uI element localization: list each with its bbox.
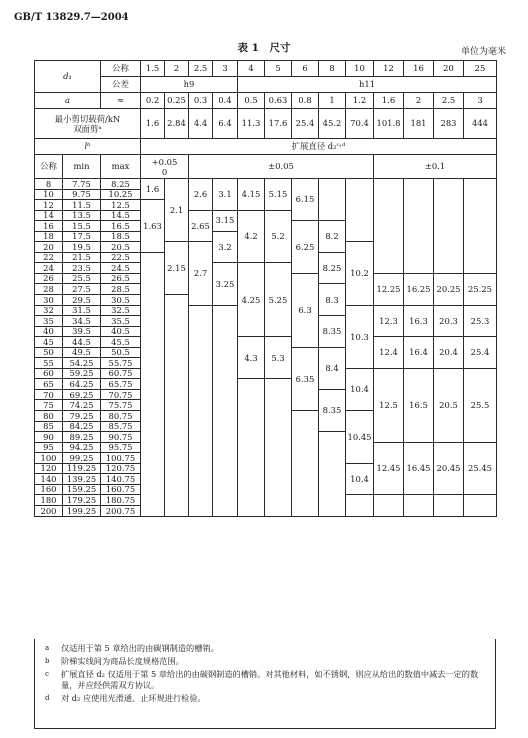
footnote-b xyxy=(45,656,489,667)
expanded-diameter-cell: 8.35 xyxy=(319,316,346,348)
l-max-cell: 26.5 xyxy=(101,273,141,284)
l-nominal-cell: 100 xyxy=(35,453,63,464)
empty-cell xyxy=(319,432,346,516)
nominal-label: 公称 xyxy=(101,61,141,77)
tolerance-zero: 0 xyxy=(161,166,168,177)
expanded-diameter-cell: 5.2 xyxy=(265,210,292,263)
footnote-a xyxy=(45,643,489,654)
shear-value: 17.6 xyxy=(265,109,292,139)
l-nominal-cell: 30 xyxy=(35,295,63,306)
expanded-diameter-cell: 16.3 xyxy=(404,305,434,337)
expanded-diameter-cell: 8.4 xyxy=(319,347,346,389)
nominal-value: 2.5 xyxy=(189,61,213,77)
standard-number: GB/T 13829.7—2004 xyxy=(14,12,129,23)
a-value: 2.5 xyxy=(434,93,464,109)
l-max-cell: 20.5 xyxy=(101,242,141,253)
footnote-marker: a xyxy=(45,644,50,652)
expanded-diameter-cell: 25.3 xyxy=(464,305,497,337)
a-value: 0.3 xyxy=(189,93,213,109)
l-min-cell: 31.5 xyxy=(63,305,101,316)
expanded-diameter-cell: 6.15 xyxy=(292,179,319,221)
l-max-cell: 50.5 xyxy=(101,347,141,358)
l-max-cell: 140.75 xyxy=(101,474,141,485)
shear-value: 25.4 xyxy=(292,109,319,139)
expanded-diameter-cell: 8.2 xyxy=(319,221,346,253)
expanded-diameter-cell: 5.25 xyxy=(265,263,292,337)
l-nominal-cell: 10 xyxy=(35,189,63,200)
l-min-cell: 44.5 xyxy=(63,337,101,348)
l-nominal-cell: 75 xyxy=(35,400,63,411)
l-max-cell: 28.5 xyxy=(101,284,141,295)
expanded-diameter-cell: 16.45 xyxy=(404,442,434,495)
expanded-diameter-cell: 10.4 xyxy=(346,463,374,495)
nominal-value: 5 xyxy=(265,61,292,77)
expanded-diameter-label: 扩展直径 d₂ᶜ˒ᵈ xyxy=(141,139,497,155)
l-max-cell: 24.5 xyxy=(101,263,141,274)
a-value: 3 xyxy=(464,93,497,109)
l-max-cell: 90.75 xyxy=(101,432,141,443)
a-value: 0.5 xyxy=(238,93,265,109)
l-nominal-cell: 18 xyxy=(35,231,63,242)
shear-value: 45.2 xyxy=(319,109,346,139)
l-max-cell: 60.75 xyxy=(101,368,141,379)
expanded-diameter-cell: 10.3 xyxy=(346,305,374,368)
length-label: lᵇ xyxy=(35,139,141,155)
l-nominal-cell: 14 xyxy=(35,210,63,221)
l-max-cell: 35.5 xyxy=(101,316,141,327)
nominal-value: 12 xyxy=(374,61,404,77)
l-min-cell: 49.5 xyxy=(63,347,101,358)
l-min-cell: 39.5 xyxy=(63,326,101,337)
a-value: 0.8 xyxy=(292,93,319,109)
expanded-diameter-cell: 16.4 xyxy=(404,337,434,369)
l-max-cell: 30.5 xyxy=(101,295,141,306)
expanded-diameter-cell: 6.3 xyxy=(292,273,319,347)
l-nominal-cell: 20 xyxy=(35,242,63,253)
l-max-cell: 32.5 xyxy=(101,305,141,316)
l-max-cell: 40.5 xyxy=(101,326,141,337)
l-nominal-cell: 65 xyxy=(35,379,63,390)
d1-label: d₁ xyxy=(35,61,101,93)
l-nominal-cell: 140 xyxy=(35,474,63,485)
empty-cell xyxy=(434,179,464,274)
expanded-diameter-cell: 4.3 xyxy=(238,337,265,379)
expanded-diameter-cell: 8.25 xyxy=(319,252,346,284)
a-value: 0.2 xyxy=(141,93,165,109)
empty-cell xyxy=(404,179,434,274)
expanded-diameter-cell: 12.3 xyxy=(374,305,404,337)
l-max-cell: 100.75 xyxy=(101,453,141,464)
empty-cell xyxy=(189,305,213,516)
l-max-cell: 18.5 xyxy=(101,231,141,242)
expanded-diameter-cell: 2.7 xyxy=(189,242,213,305)
footnote-text: 扩展直径 d₂ 仅适用于第 5 章给出的由碳钢制造的槽销。对其他材料，如不锈钢，则应从给出的数值中减去一定的数量，并应经供需双方协议。 xyxy=(61,669,479,690)
expanded-diameter-cell: 10.45 xyxy=(346,411,374,464)
tolerance-group-a xyxy=(141,155,189,179)
l-max-cell: 65.75 xyxy=(101,379,141,390)
expanded-diameter-cell: 1.6 xyxy=(141,179,165,200)
l-max-cell: 22.5 xyxy=(101,252,141,263)
nominal-value: 20 xyxy=(434,61,464,77)
l-min-cell: 13.5 xyxy=(63,210,101,221)
footnote-marker: d xyxy=(45,694,50,702)
l-max-cell: 10.25 xyxy=(101,189,141,200)
expanded-diameter-cell: 12.4 xyxy=(374,337,404,369)
empty-cell xyxy=(374,495,404,516)
l-nominal-cell: 90 xyxy=(35,432,63,443)
shear-value: 11.3 xyxy=(238,109,265,139)
l-min-cell: 29.5 xyxy=(63,295,101,306)
a-value: 0.63 xyxy=(265,93,292,109)
l-max-cell: 160.75 xyxy=(101,484,141,495)
shear-value: 101.8 xyxy=(374,109,404,139)
l-min-cell: 34.5 xyxy=(63,316,101,327)
table-row xyxy=(35,179,497,190)
shear-load-label-line1: 最小剪切载荷/kN xyxy=(54,113,121,124)
l-min-cell: 11.5 xyxy=(63,200,101,211)
expanded-diameter-cell: 2.15 xyxy=(165,242,189,295)
expanded-diameter-cell: 20.3 xyxy=(434,305,464,337)
expanded-diameter-cell: 10.4 xyxy=(346,368,374,410)
l-min-cell: 159.25 xyxy=(63,484,101,495)
l-nominal-cell: 50 xyxy=(35,347,63,358)
expanded-diameter-cell: 25.5 xyxy=(464,368,497,442)
expanded-diameter-cell: 3.2 xyxy=(213,231,238,263)
a-value: 0.25 xyxy=(165,93,189,109)
expanded-diameter-cell: 3.15 xyxy=(213,210,238,231)
tolerance-group-b: ±0.05 xyxy=(189,155,374,179)
l-max-cell: 45.5 xyxy=(101,337,141,348)
col-nominal: 公称 xyxy=(35,155,63,179)
empty-cell xyxy=(404,495,434,516)
l-max-cell: 14.5 xyxy=(101,210,141,221)
tolerance-h11: h11 xyxy=(238,77,497,93)
l-max-cell: 55.75 xyxy=(101,358,141,369)
expanded-diameter-cell: 4.15 xyxy=(238,179,265,211)
empty-cell xyxy=(238,379,265,516)
empty-cell xyxy=(346,179,374,242)
l-max-cell: 95.75 xyxy=(101,442,141,453)
l-min-cell: 99.25 xyxy=(63,453,101,464)
l-min-cell: 69.25 xyxy=(63,389,101,400)
l-min-cell: 17.5 xyxy=(63,231,101,242)
expanded-diameter-cell: 20.45 xyxy=(434,442,464,495)
nominal-value: 3 xyxy=(213,61,238,77)
l-min-cell: 21.5 xyxy=(63,252,101,263)
l-min-cell: 27.5 xyxy=(63,284,101,295)
l-min-cell: 179.25 xyxy=(63,495,101,506)
l-nominal-cell: 160 xyxy=(35,484,63,495)
l-min-cell: 25.5 xyxy=(63,273,101,284)
a-value: 1.6 xyxy=(374,93,404,109)
expanded-diameter-cell: 4.25 xyxy=(238,263,265,337)
l-max-cell: 120.75 xyxy=(101,463,141,474)
expanded-diameter-cell: 20.5 xyxy=(434,368,464,442)
shear-value: 283 xyxy=(434,109,464,139)
empty-cell xyxy=(464,495,497,516)
l-nominal-cell: 40 xyxy=(35,326,63,337)
l-min-cell: 15.5 xyxy=(63,221,101,232)
footnote-d xyxy=(45,693,489,704)
shear-value: 444 xyxy=(464,109,497,139)
expanded-diameter-cell: 20.25 xyxy=(434,273,464,305)
table-row xyxy=(35,337,497,348)
dimensions-table xyxy=(34,60,497,517)
l-min-cell: 23.5 xyxy=(63,263,101,274)
expanded-diameter-cell: 16.25 xyxy=(404,273,434,305)
expanded-diameter-cell: 3.1 xyxy=(213,179,238,211)
empty-cell xyxy=(292,411,319,516)
l-max-cell: 75.75 xyxy=(101,400,141,411)
empty-cell xyxy=(434,495,464,516)
l-min-cell: 59.25 xyxy=(63,368,101,379)
l-min-cell: 199.25 xyxy=(63,505,101,516)
l-min-cell: 7.75 xyxy=(63,179,101,190)
l-nominal-cell: 8 xyxy=(35,179,63,190)
l-max-cell: 70.75 xyxy=(101,389,141,400)
l-min-cell: 89.25 xyxy=(63,432,101,443)
nominal-value: 4 xyxy=(238,61,265,77)
l-nominal-cell: 28 xyxy=(35,284,63,295)
shear-value: 70.4 xyxy=(346,109,374,139)
nominal-value: 8 xyxy=(319,61,346,77)
tolerance-group-c: ±0.1 xyxy=(374,155,497,179)
unit-label: 单位为毫米 xyxy=(460,47,506,57)
expanded-diameter-cell: 12.25 xyxy=(374,273,404,305)
empty-cell xyxy=(265,379,292,516)
a-label: a xyxy=(35,93,101,109)
shear-value: 6.4 xyxy=(213,109,238,139)
shear-load-label-line2: 双面剪ᵃ xyxy=(73,123,102,134)
expanded-diameter-cell: 4.2 xyxy=(238,210,265,263)
expanded-diameter-cell: 25.25 xyxy=(464,273,497,305)
shear-load-label xyxy=(35,109,141,139)
l-nominal-cell: 85 xyxy=(35,421,63,432)
empty-cell xyxy=(141,252,165,516)
l-min-cell: 64.25 xyxy=(63,379,101,390)
l-nominal-cell: 16 xyxy=(35,221,63,232)
l-max-cell: 12.5 xyxy=(101,200,141,211)
expanded-diameter-cell: 1.63 xyxy=(141,200,165,253)
expanded-diameter-cell: 6.25 xyxy=(292,221,319,274)
expanded-diameter-cell: 12.45 xyxy=(374,442,404,495)
empty-cell xyxy=(374,179,404,274)
expanded-diameter-cell: 25.45 xyxy=(464,442,497,495)
expanded-diameter-cell: 8.3 xyxy=(319,284,346,316)
expanded-diameter-cell: 8.35 xyxy=(319,389,346,431)
l-nominal-cell: 80 xyxy=(35,411,63,422)
l-nominal-cell: 60 xyxy=(35,368,63,379)
a-value: 0.4 xyxy=(213,93,238,109)
l-nominal-cell: 200 xyxy=(35,505,63,516)
empty-cell xyxy=(319,179,346,221)
expanded-diameter-cell: 2.6 xyxy=(189,179,213,211)
expanded-diameter-cell: 6.35 xyxy=(292,347,319,410)
shear-value: 2.84 xyxy=(165,109,189,139)
nominal-value: 16 xyxy=(404,61,434,77)
l-max-cell: 8.25 xyxy=(101,179,141,190)
l-min-cell: 54.25 xyxy=(63,358,101,369)
expanded-diameter-cell: 12.5 xyxy=(374,368,404,442)
nominal-value: 6 xyxy=(292,61,319,77)
nominal-value: 25 xyxy=(464,61,497,77)
l-min-cell: 139.25 xyxy=(63,474,101,485)
footnote-text: 阶梯实线间为商品长度规格范围。 xyxy=(61,656,184,666)
a-value: 1.2 xyxy=(346,93,374,109)
shear-value: 181 xyxy=(404,109,434,139)
l-nominal-cell: 12 xyxy=(35,200,63,211)
col-min: min xyxy=(63,155,101,179)
l-min-cell: 9.75 xyxy=(63,189,101,200)
empty-cell xyxy=(165,295,189,516)
nominal-value: 10 xyxy=(346,61,374,77)
shear-value: 4.4 xyxy=(189,109,213,139)
expanded-diameter-cell: 16.5 xyxy=(404,368,434,442)
l-min-cell: 74.25 xyxy=(63,400,101,411)
l-nominal-cell: 70 xyxy=(35,389,63,400)
footnote-text: 仅适用于第 5 章给出的由碳钢制造的槽销。 xyxy=(61,643,219,653)
l-min-cell: 84.25 xyxy=(63,421,101,432)
a-symbol: ≈ xyxy=(101,93,141,109)
l-nominal-cell: 55 xyxy=(35,358,63,369)
footnote-marker: c xyxy=(45,670,49,678)
l-nominal-cell: 35 xyxy=(35,316,63,327)
footnote-c xyxy=(45,669,489,691)
table-footnotes xyxy=(34,639,496,729)
expanded-diameter-cell: 25.4 xyxy=(464,337,497,369)
l-min-cell: 94.25 xyxy=(63,442,101,453)
l-nominal-cell: 22 xyxy=(35,252,63,263)
expanded-diameter-cell: 5.15 xyxy=(265,179,292,211)
expanded-diameter-cell: 10.2 xyxy=(346,242,374,305)
l-max-cell: 16.5 xyxy=(101,221,141,232)
col-max: max xyxy=(101,155,141,179)
l-nominal-cell: 95 xyxy=(35,442,63,453)
expanded-diameter-cell: 3.25 xyxy=(213,263,238,305)
empty-cell xyxy=(213,305,238,516)
l-min-cell: 79.25 xyxy=(63,411,101,422)
l-nominal-cell: 32 xyxy=(35,305,63,316)
footnote-text: 对 d₂ 应使用光滑通、止环规进行检验。 xyxy=(61,693,206,703)
l-nominal-cell: 24 xyxy=(35,263,63,274)
tolerance-plus: +0.05 xyxy=(151,156,178,167)
expanded-diameter-cell: 2.65 xyxy=(189,210,213,242)
a-value: 2 xyxy=(404,93,434,109)
l-nominal-cell: 45 xyxy=(35,337,63,348)
table-caption: 表 1 尺寸 xyxy=(237,42,291,54)
footnote-marker: b xyxy=(45,657,50,665)
tolerance-label: 公差 xyxy=(101,77,141,93)
nominal-value: 1.5 xyxy=(141,61,165,77)
empty-cell xyxy=(346,495,374,516)
l-nominal-cell: 180 xyxy=(35,495,63,506)
tolerance-h9: h9 xyxy=(141,77,238,93)
l-max-cell: 200.75 xyxy=(101,505,141,516)
l-max-cell: 180.75 xyxy=(101,495,141,506)
l-min-cell: 19.5 xyxy=(63,242,101,253)
expanded-diameter-cell: 20.4 xyxy=(434,337,464,369)
empty-cell xyxy=(464,179,497,274)
shear-value: 1.6 xyxy=(141,109,165,139)
l-nominal-cell: 120 xyxy=(35,463,63,474)
expanded-diameter-cell: 5.3 xyxy=(265,337,292,379)
nominal-value: 2 xyxy=(165,61,189,77)
expanded-diameter-cell: 2.1 xyxy=(165,179,189,242)
l-nominal-cell: 26 xyxy=(35,273,63,284)
l-min-cell: 119.25 xyxy=(63,463,101,474)
a-value: 1 xyxy=(319,93,346,109)
l-max-cell: 85.75 xyxy=(101,421,141,432)
l-max-cell: 80.75 xyxy=(101,411,141,422)
